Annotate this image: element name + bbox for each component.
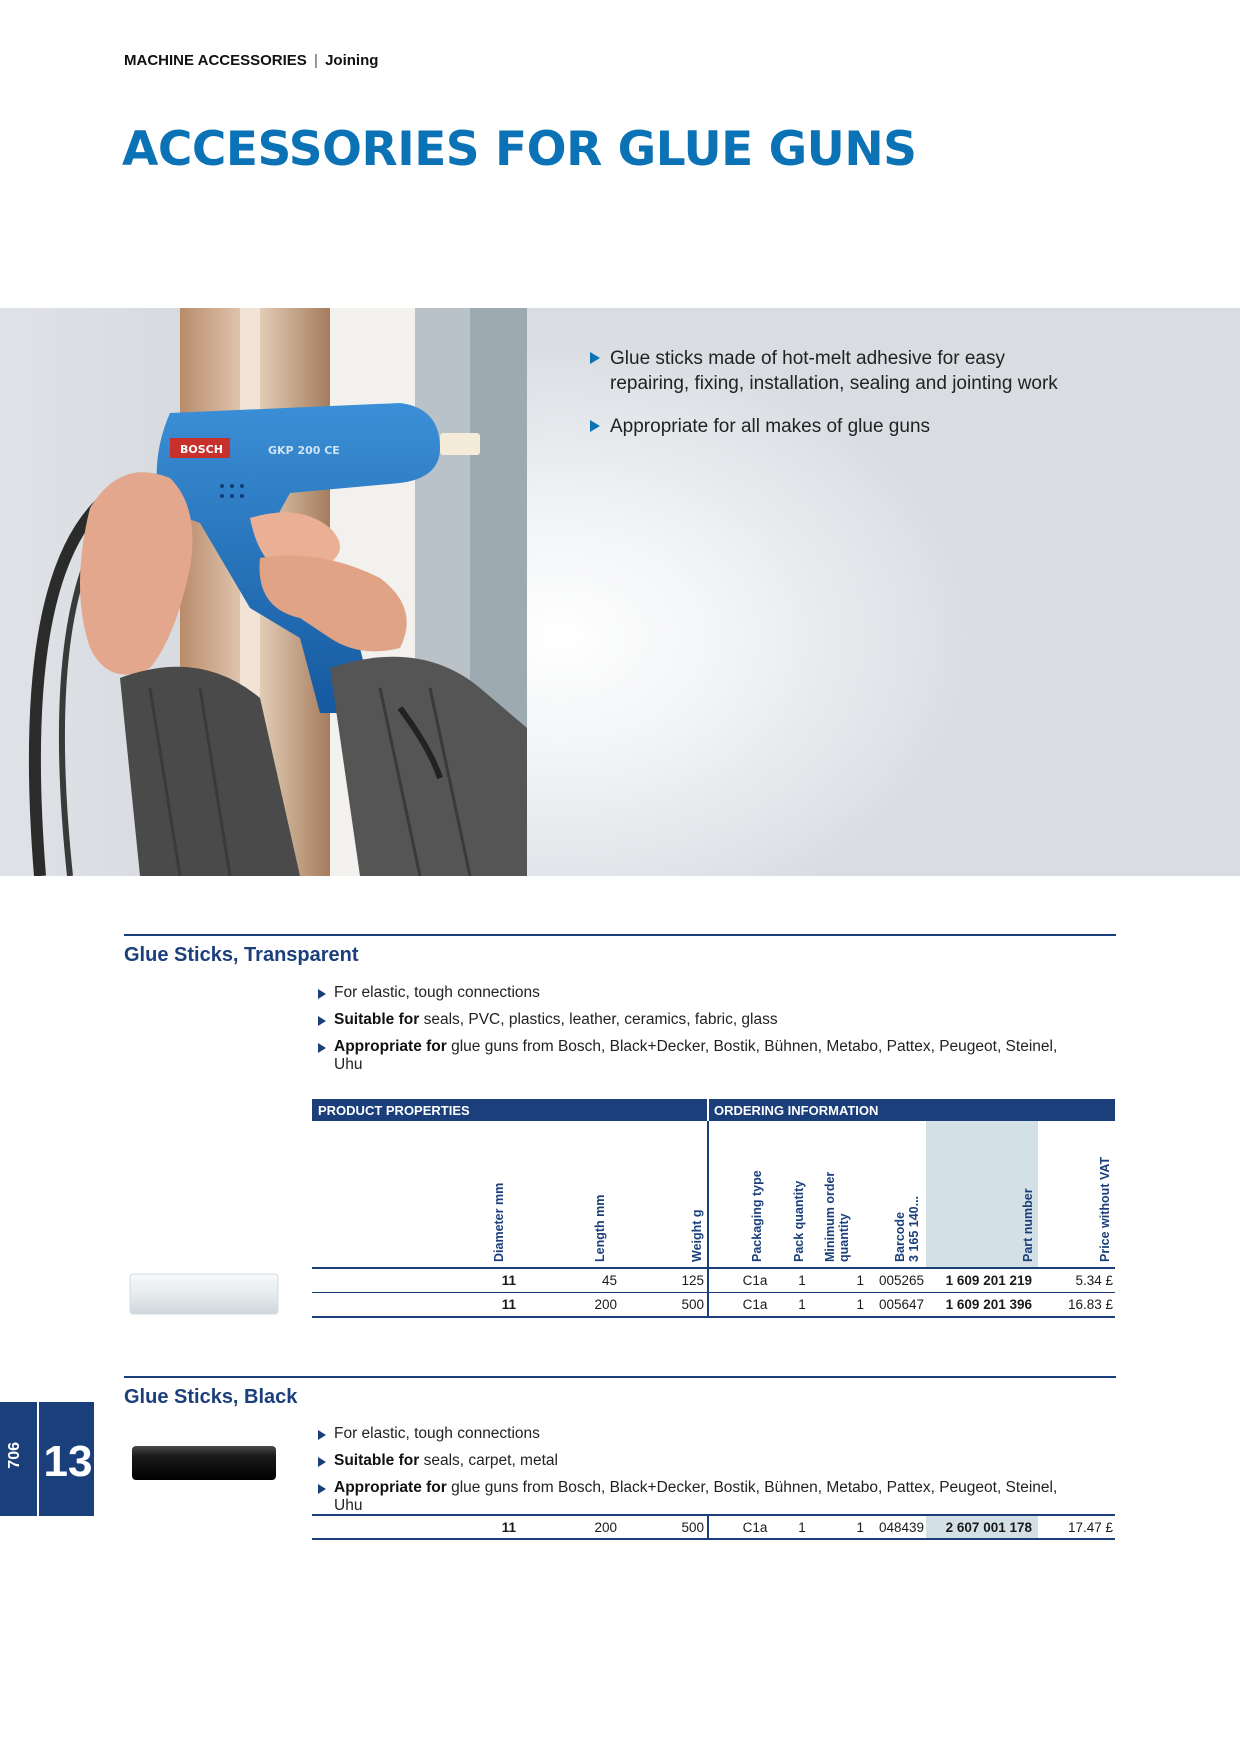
svg-text:GKP 200 CE: GKP 200 CE [268,444,340,457]
section-title: Glue Sticks, Black [124,1386,298,1408]
cell-min-qty: 1 [856,1520,864,1535]
cell-barcode: 048439 [878,1520,924,1535]
cell-length: 200 [594,1297,617,1312]
table-rule [312,1292,1115,1293]
triangle-bullet-icon [318,1484,326,1494]
triangle-bullet-icon [318,989,326,999]
cell-diameter: 11 [501,1520,516,1535]
table-row [312,1294,1115,1316]
feature-item: For elastic, tough connections [318,984,1078,1002]
cell-price: 16.83 £ [1067,1297,1113,1312]
col-header-weight: Weight g [690,1209,704,1262]
header-divider [707,1099,709,1121]
cell-part-number: 2 607 001 178 [945,1520,1032,1535]
triangle-bullet-icon [318,1043,326,1053]
breadcrumb-main: MACHINE ACCESSORIES [124,52,307,69]
cell-pack-qty: 1 [798,1520,806,1535]
feature-item: Suitable for seals, carpet, metal [318,1452,1078,1470]
table-rule [312,1267,1115,1269]
feature-item: Appropriate for glue guns from Bosch, Black+Decker, Bostik, Bühnen, Metabo, Pattex, Peugeot, Steinel, Uhu [318,1479,1078,1515]
product-properties-header: PRODUCT PROPERTIES [318,1103,470,1118]
glue-stick-icon [130,1444,278,1482]
hero-bullet-list [590,346,1060,457]
ordering-information-header: ORDERING INFORMATION [714,1103,879,1118]
table-row [312,1517,1115,1539]
cell-barcode: 005647 [878,1297,924,1312]
cell-min-qty: 1 [856,1297,864,1312]
cell-diameter: 11 [501,1297,516,1312]
breadcrumb-separator: | [313,52,318,69]
breadcrumb [124,52,378,69]
chapter-number: 13 [43,1437,93,1486]
table-row [312,1270,1115,1292]
cell-min-qty: 1 [856,1273,864,1288]
black-glue-stick-image [130,1444,278,1482]
triangle-bullet-icon [318,1457,326,1467]
cell-length: 200 [594,1520,617,1535]
triangle-bullet-icon [590,420,600,432]
feature-item: Suitable for seals, PVC, plastics, leather, ceramics, fabric, glass [318,1011,1078,1029]
chapter-tab-divider [37,1402,39,1516]
glue-stick-icon [128,1272,280,1316]
triangle-bullet-icon [318,1430,326,1440]
breadcrumb-sub: Joining [325,52,379,69]
table-rule [312,1316,1115,1318]
cell-price: 17.47 £ [1067,1520,1113,1535]
section-rule [124,1376,1116,1378]
cell-part-number: 1 609 201 396 [945,1297,1032,1312]
col-header-packaging-type: Packaging type [750,1170,764,1262]
cell-weight: 500 [681,1297,704,1312]
cell-price: 5.34 £ [1075,1273,1113,1288]
triangle-bullet-icon [590,352,600,364]
section-rule [124,934,1116,936]
cell-packaging: C1a [742,1520,768,1535]
feature-list [318,984,1078,1083]
col-header-barcode: Barcode 3 165 140... [893,1195,921,1262]
col-header-part-number: Part number [1021,1188,1035,1262]
feature-item: For elastic, tough connections [318,1425,1078,1443]
cell-weight: 125 [681,1273,704,1288]
cell-packaging: C1a [742,1297,768,1312]
hero-bullet: Glue sticks made of hot-melt adhesive for easy repairing, fixing, installation, sealing and jointing work [590,346,1060,396]
page-number: 706 [6,1442,23,1469]
col-header-length: Length mm [593,1194,607,1262]
cell-diameter: 11 [501,1273,516,1288]
col-header-pack-quantity: Pack quantity [792,1180,806,1262]
col-header-min-order-quantity: Minimum order quantity [823,1171,851,1262]
table-header-bar [312,1099,1115,1121]
hero-bullet: Appropriate for all makes of glue guns [590,414,1060,439]
cell-pack-qty: 1 [798,1297,806,1312]
cell-packaging: C1a [742,1273,768,1288]
section-title: Glue Sticks, Transparent [124,944,359,966]
triangle-bullet-icon [318,1016,326,1026]
transparent-glue-stick-image [128,1272,280,1316]
svg-text:BOSCH: BOSCH [180,443,223,456]
glue-gun-illustration [0,308,527,876]
col-header-price: Price without VAT [1098,1156,1112,1262]
page-title: ACCESSORIES FOR GLUE GUNS [122,122,917,177]
feature-item: Appropriate for glue guns from Bosch, Black+Decker, Bostik, Bühnen, Metabo, Pattex, Peugeot, Steinel, Uhu [318,1038,1078,1074]
cell-pack-qty: 1 [798,1273,806,1288]
cell-barcode: 005265 [878,1273,924,1288]
cell-length: 45 [601,1273,617,1288]
cell-part-number: 1 609 201 219 [945,1273,1032,1288]
cell-weight: 500 [681,1520,704,1535]
glue-gun-photo [0,308,527,876]
col-header-diameter: Diameter mm [492,1182,506,1262]
feature-list [318,1425,1078,1524]
